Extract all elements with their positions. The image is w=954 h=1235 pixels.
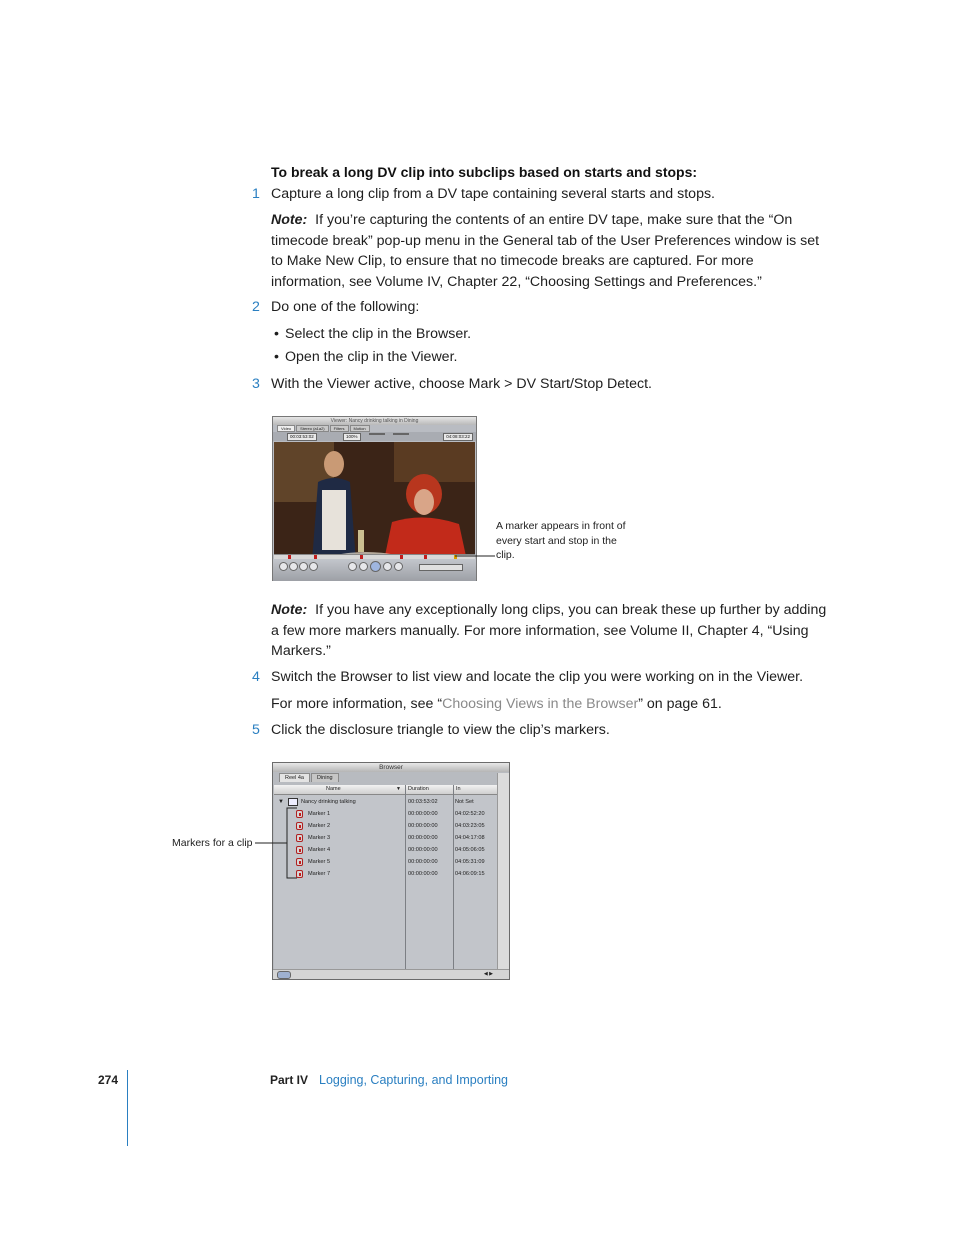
marker-in: 04:03:23:05 xyxy=(455,823,485,829)
marker-in: 04:06:09:15 xyxy=(455,871,485,877)
note-2-text: If you have any exceptionally long clips, you can break these up further by adding a few more markers manually. For more information, see Volume II, Chapter 4, “Using Markers.” xyxy=(271,602,827,659)
step-number-1: 1 xyxy=(252,186,260,202)
browser-tabs xyxy=(279,773,339,782)
viewer-duration-timecode[interactable]: 00:03:53:02 xyxy=(287,433,317,441)
choosing-views-link[interactable]: Choosing Views in the Browser xyxy=(442,696,639,712)
viewer-button[interactable] xyxy=(299,562,308,571)
viewer-button[interactable] xyxy=(279,562,288,571)
marker-name: Marker 3 xyxy=(308,835,331,841)
bullet-dot-1: • xyxy=(274,326,279,342)
marker-in: 04:05:06:05 xyxy=(455,847,485,853)
viewer-current-timecode[interactable]: 04:08:03:22 xyxy=(443,433,473,441)
bullet-dot-2: • xyxy=(274,349,279,365)
browser-title: Browser xyxy=(273,763,509,772)
page-number: 274 xyxy=(98,1073,119,1087)
table-row-clip[interactable] xyxy=(274,796,497,808)
marker-duration: 00:00:00:00 xyxy=(408,847,438,853)
marker-duration: 00:00:00:00 xyxy=(408,823,438,829)
browser-tab-dining[interactable]: Dining xyxy=(311,773,339,782)
note-1 xyxy=(271,210,827,292)
marker-in: 04:02:52:20 xyxy=(455,811,485,817)
step-text-4: Switch the Browser to list view and locate the clip you were working on in the Viewer. xyxy=(271,669,804,685)
viewer-tab-stereo[interactable]: Stereo (a1a2) xyxy=(296,425,328,432)
column-name[interactable]: Name xyxy=(326,786,341,792)
table-row[interactable] xyxy=(274,856,497,868)
viewer-tab-video[interactable]: Video xyxy=(277,425,295,432)
viewer-zoom-popup[interactable]: 100% xyxy=(343,433,361,441)
footer-chapter-title: Logging, Capturing, and Importing xyxy=(319,1073,509,1087)
sort-triangle-icon[interactable]: ▼ xyxy=(396,786,401,792)
section-heading: To break a long DV clip into subclips based on starts and stops: xyxy=(271,164,698,180)
viewer-tabs xyxy=(277,425,370,432)
clip-name: Nancy drinking talking xyxy=(301,799,356,805)
browser-vertical-scrollbar[interactable] xyxy=(497,773,509,970)
more-info-suffix: ” on page 61. xyxy=(638,696,722,712)
note-2-label: Note: xyxy=(271,602,308,618)
viewer-screenshot xyxy=(272,416,477,581)
browser-screenshot xyxy=(272,762,510,980)
footer-part: Part IV xyxy=(270,1073,309,1087)
marker-duration: 00:00:00:00 xyxy=(408,835,438,841)
viewer-display-popup[interactable] xyxy=(393,433,409,435)
browser-column-header xyxy=(274,785,497,795)
disclosure-triangle-icon[interactable]: ▼ xyxy=(278,799,284,805)
step-text-5: Click the disclosure triangle to view the clip’s markers. xyxy=(271,722,610,738)
column-duration[interactable]: Duration xyxy=(408,786,429,792)
step-number-3: 3 xyxy=(252,376,260,392)
viewer-caption: A marker appears in front of every start and stop in the clip. xyxy=(496,520,626,561)
prev-edit-button[interactable] xyxy=(348,562,357,571)
jog-control[interactable] xyxy=(419,564,463,571)
viewer-video-frame xyxy=(274,442,475,570)
viewer-transport-controls xyxy=(273,559,476,581)
view-toggle-button[interactable] xyxy=(277,971,291,979)
viewer-tab-filters[interactable]: Filters xyxy=(330,425,349,432)
step-number-2: 2 xyxy=(252,299,260,315)
note-1-label: Note: xyxy=(271,212,308,228)
marker-in: 04:05:31:09 xyxy=(455,859,485,865)
play-button[interactable] xyxy=(370,561,381,572)
more-info-prefix: For more information, see “ xyxy=(271,696,443,712)
marker-name: Marker 4 xyxy=(308,847,331,853)
footer-divider xyxy=(127,1070,128,1146)
marker-name: Marker 1 xyxy=(308,811,331,817)
browser-tab-reel[interactable]: Reel 4a xyxy=(279,773,310,782)
next-edit-button[interactable] xyxy=(394,562,403,571)
table-row[interactable] xyxy=(274,844,497,856)
clip-duration: 00:03:53:02 xyxy=(408,799,438,805)
viewer-title: Viewer: Nancy drinking talking in Dining xyxy=(273,417,476,425)
browser-callout-bracket xyxy=(255,806,300,880)
marker-name: Marker 5 xyxy=(308,859,331,865)
step-text-3: With the Viewer active, choose Mark > DV Start/Stop Detect. xyxy=(271,376,652,392)
step-number-4: 4 xyxy=(252,669,260,685)
table-row[interactable] xyxy=(274,868,497,880)
browser-list xyxy=(274,785,497,970)
step-text-1: Capture a long clip from a DV tape containing several starts and stops. xyxy=(271,186,715,202)
viewer-tab-motion[interactable]: Motion xyxy=(350,425,370,432)
table-row[interactable] xyxy=(274,832,497,844)
viewer-view-popup[interactable] xyxy=(369,433,385,435)
note-2 xyxy=(271,600,827,662)
marker-duration: 00:00:00:00 xyxy=(408,871,438,877)
marker-duration: 00:00:00:00 xyxy=(408,859,438,865)
table-row[interactable] xyxy=(274,820,497,832)
table-row[interactable] xyxy=(274,808,497,820)
bullet-text-1: Select the clip in the Browser. xyxy=(285,326,472,342)
step-text-2: Do one of the following: xyxy=(271,299,420,315)
viewer-button[interactable] xyxy=(309,562,318,571)
marker-in: 04:04:17:08 xyxy=(455,835,485,841)
play-around-button[interactable] xyxy=(383,562,392,571)
note-1-text: If you’re capturing the contents of an entire DV tape, make sure that the “On timecode break” pop-up menu in the General tab of the User Preferences window is set to Make New Clip, to ensure that no timecode breaks are captured. For more information, see Volume IV, Chapter 22, “Choosing Settings and Preferences.” xyxy=(271,212,820,290)
scroll-arrows-icon[interactable]: ◀ ▶ xyxy=(483,971,493,977)
clip-icon xyxy=(288,798,298,806)
marker-duration: 00:00:00:00 xyxy=(408,811,438,817)
browser-caption: Markers for a clip xyxy=(172,837,253,849)
play-in-out-button[interactable] xyxy=(359,562,368,571)
viewer-toolbar xyxy=(273,432,476,441)
clip-in: Not Set xyxy=(455,799,474,805)
video-frame-image xyxy=(274,442,475,570)
viewer-button[interactable] xyxy=(289,562,298,571)
step-number-5: 5 xyxy=(252,722,260,738)
marker-name: Marker 7 xyxy=(308,871,331,877)
column-in[interactable]: In xyxy=(456,786,461,792)
more-info-text xyxy=(271,694,831,715)
marker-name: Marker 2 xyxy=(308,823,331,829)
browser-horizontal-scrollbar[interactable] xyxy=(273,969,509,979)
viewer-callout-line xyxy=(455,553,497,559)
bullet-text-2: Open the clip in the Viewer. xyxy=(285,349,458,365)
